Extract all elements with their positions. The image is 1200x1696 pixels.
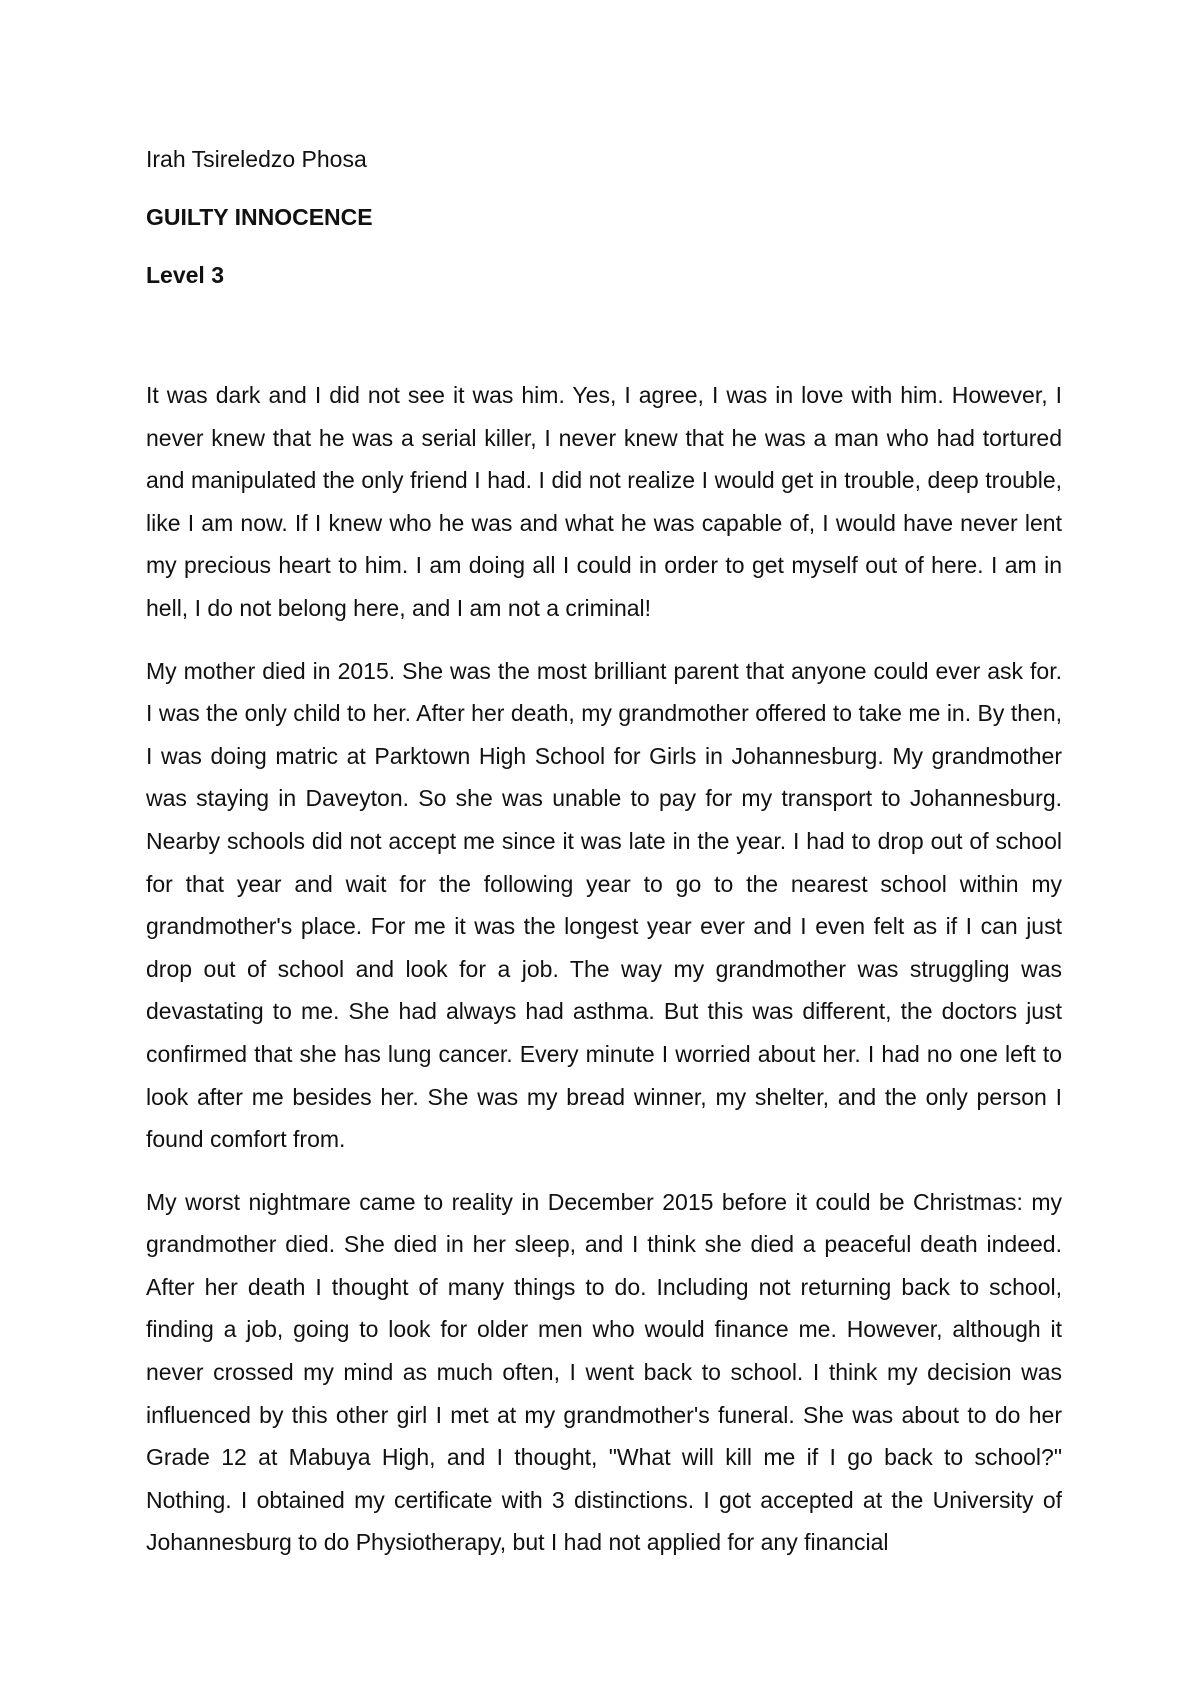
- document-level: Level 3: [146, 262, 224, 288]
- story-body: [146, 374, 1062, 1564]
- paragraph-3: My worst nightmare came to reality in December 2015 before it could be Christmas: my grandmother died. She died in her sleep, and I think she died a peaceful death indeed. After her death I thought of many things to do. Including not returning back to school, finding a job, going to look for older men who would finance me. However, although it never crossed my mind as much often, I went back to school. I think my decision was influenced by this other girl I met at my grandmother's funeral. She was about to do her Grade 12 at Mabuya High, and I thought, "What will kill me if I go back to school?" Nothing. I obtained my certificate with 3 distinctions. I got accepted at the University of Johannesburg to do Physiotherapy, but I had not applied for any financial: [146, 1188, 1062, 1556]
- author-name: Irah Tsireledzo Phosa: [146, 146, 367, 172]
- document-title: GUILTY INNOCENCE: [146, 204, 373, 230]
- paragraph-2: My mother died in 2015. She was the most brilliant parent that anyone could ever ask for. I was the only child to her. After her death, my grandmother offered to take me in. By then, I was doing matric at Parktown High School for Girls in Johannesburg. My grandmother was staying in Daveyton. So she was unable to pay for my transport to Johannesburg. Nearby schools did not accept me since it was late in the year. I had to drop out of school for that year and wait for the following year to go to the nearest school within my grandmother's place. For me it was the longest year ever and I even felt as if I can just drop out of school and look for a job. The way my grandmother was struggling was devastating to me. She had always had asthma. But this was different, the doctors just confirmed that she has lung cancer. Every minute I worried about her. I had no one left to look after me besides her. She was my bread winner, my shelter, and the only person I found comfort from.: [146, 657, 1062, 1153]
- paragraph-1: It was dark and I did not see it was him. Yes, I agree, I was in love with him. However, I never knew that he was a serial killer, I never knew that he was a man who had tortured and manipulated the only friend I had. I did not realize I would get in trouble, deep trouble, like I am now. If I knew who he was and what he was capable of, I would have never lent my precious heart to him. I am doing all I could in order to get myself out of here. I am in hell, I do not belong here, and I am not a criminal!: [146, 382, 1062, 621]
